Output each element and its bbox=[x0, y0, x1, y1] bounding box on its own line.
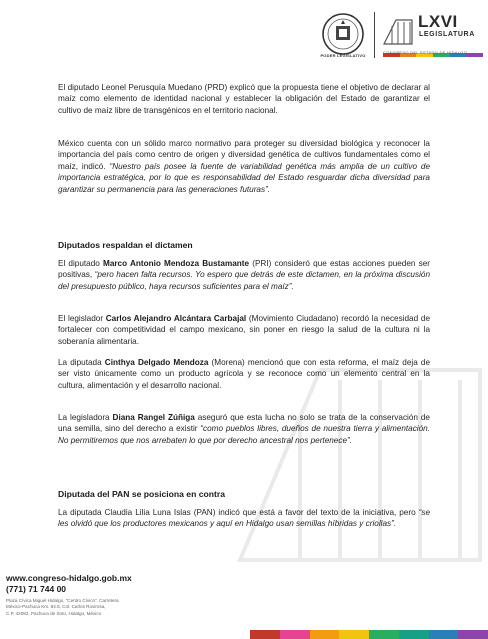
stripe-segment bbox=[280, 630, 310, 639]
website-link[interactable]: www.congreso-hidalgo.gob.mx bbox=[6, 573, 132, 583]
paragraph-text: (PRI) consideró que estas acciones pueden ser positivas, bbox=[58, 259, 430, 280]
paragraph-text: El diputado bbox=[58, 259, 103, 268]
address-line: C.P. 42082, Pachuca de Soto, Hidalgo, México bbox=[6, 610, 102, 616]
quote-text: “pero hacen falta recursos. Yo espero que detrás de este dictamen, en la próxima discusión del presupuesto público, haya recursos suficientes para el maíz”. bbox=[58, 270, 430, 291]
speaker-name: Marco Antonio Mendoza Bustamante bbox=[103, 259, 250, 268]
legislature-color-bar bbox=[383, 44, 483, 48]
speaker-name: Carlos Alejandro Alcántara Carbajal bbox=[105, 314, 247, 323]
footer-color-stripe bbox=[0, 630, 488, 639]
legislature-title: LXVI bbox=[418, 12, 458, 31]
stripe-segment bbox=[399, 630, 429, 639]
quote-text: “se les olvidó que los productores mexicanos y aquí en Hidalgo usan semillas híbridas y criollas”. bbox=[58, 508, 430, 529]
header-divider bbox=[374, 12, 375, 58]
heading-text: Diputada del PAN se posiciona en contra bbox=[58, 489, 225, 499]
address-line: México-Pachuca Km. 84.5, Col. Carlos Rovirosa, bbox=[6, 604, 106, 610]
phone-number: (771) 71 744 00 bbox=[6, 584, 67, 594]
paragraph-text: El legislador bbox=[58, 314, 106, 323]
address-line: Plaza Cívica Miguel Hidalgo, “Centro Cívico”. Carretera bbox=[6, 598, 119, 603]
paragraph-text: México cuenta con un sólido marco normativo para proteger su diversidad biológica y reconocer la importancia del país como centro de origen y diversidad genética de cultivos fundamentales como el maíz, indicó. bbox=[58, 139, 430, 171]
color-segment bbox=[466, 53, 483, 57]
paragraph-delgado bbox=[58, 357, 430, 391]
stripe-segment bbox=[339, 630, 369, 639]
section-heading-respaldan bbox=[58, 240, 430, 250]
stripe-segment bbox=[429, 630, 459, 639]
paragraph-alcantara bbox=[58, 313, 430, 347]
paragraph-text: La diputada bbox=[58, 358, 105, 367]
seal-caption: PODER LEGISLATIVO bbox=[320, 53, 366, 58]
legislature-caption: CONGRESO DEL ESTADO DE HIDALGO bbox=[383, 50, 468, 55]
heading-text: Diputados respaldan el dictamen bbox=[58, 240, 193, 250]
paragraph-luna-islas bbox=[58, 507, 430, 530]
paragraph-text: (Movimiento Ciudadano) recordó la necesidad de fortalecer con competitividad el campo mexicano, sin poner en riesgo la salud de la cultura ni la soberanía alimentaria. bbox=[58, 314, 430, 346]
paragraph-mexico-marco bbox=[58, 138, 430, 195]
stripe-segment bbox=[458, 630, 488, 639]
section-heading-pan bbox=[58, 489, 430, 499]
address-block bbox=[6, 598, 166, 617]
paragraph-text: La legisladora bbox=[58, 413, 113, 422]
paragraph-text: aseguró que esta lucha no solo se trata de la conservación de una semilla, sino del derecho a existir bbox=[58, 413, 430, 434]
stripe-segment bbox=[369, 630, 399, 639]
speaker-name: Cinthya Delgado Mendoza bbox=[104, 358, 209, 367]
stripe-segment bbox=[250, 630, 280, 639]
legislature-subtitle: LEGISLATURA bbox=[419, 31, 475, 38]
paragraph-text: El diputado Leonel Perusquía Muedano (PRD) explicó que la propuesta tiene el objetivo de declarar al maíz como elemento de identidad nacional y establecer la obligación del Estado de garantizar el cultivo de maíz libre de transgénicos en el territorio nacional. bbox=[58, 83, 430, 115]
paragraph-perusquia bbox=[58, 82, 430, 116]
stripe-segment bbox=[310, 630, 340, 639]
quote-text: “Nuestro país posee la fuente de variabilidad genética más amplia de un cultivo de importancia estratégica, por lo que es responsabilidad del Estado resguardar dicha diversidad para garantizar su permanencia para las generaciones futuras”. bbox=[58, 161, 431, 194]
paragraph-text: La diputada Claudia Lilia Luna Islas (PAN) indicó que está a favor del texto de la iniciativa, pero bbox=[58, 508, 419, 517]
speaker-name: Diana Rangel Zúñiga bbox=[112, 413, 195, 422]
paragraph-rangel bbox=[58, 412, 430, 446]
quote-text: “como pueblos libres, dueños de nuestra tierra y alimentación. No permitiremos que nos arrebaten lo que por derecho ancestral nos pertenece”. bbox=[58, 424, 431, 445]
state-seal-icon bbox=[321, 12, 365, 56]
paragraph-text: (Morena) mencionó que con esta reforma, el maíz deja de ser visto únicamente como un producto agrícola y se reconoce como un elemento central en la cultura, alimentación y el desarrollo nacional. bbox=[58, 358, 430, 390]
paragraph-mendoza-bustamante bbox=[58, 258, 430, 292]
